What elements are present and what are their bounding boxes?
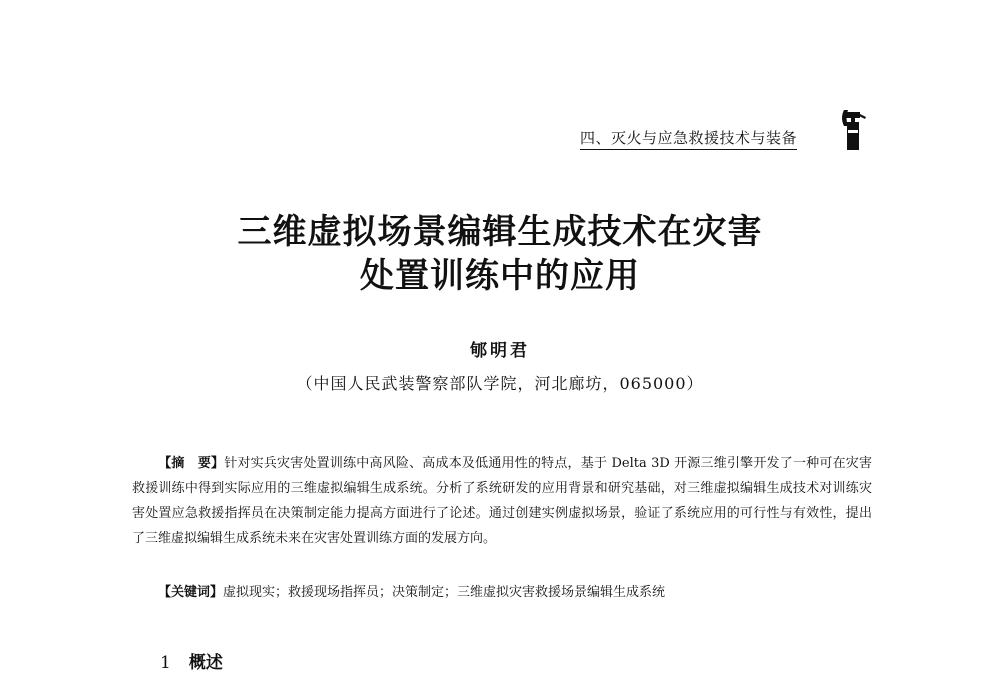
paper-title-line-1: 三维虚拟场景编辑生成技术在灾害 — [237, 212, 763, 252]
abstract — [132, 451, 872, 551]
keywords-text: 虚拟现实；救援现场指挥员；决策制定；三维虚拟灾害救援场景编辑生成系统 — [223, 585, 666, 600]
author-affiliation: （中国人民武装警察部队学院，河北廊坊，065000） — [296, 374, 704, 393]
paper-title-line-2: 处置训练中的应用 — [360, 256, 640, 296]
abstract-text: 针对实兵灾害处置训练中高风险、高成本及低通用性的特点，基于 Delta 3D 开源三维引擎开发了一种可在灾害救援训练中得到实际应用的三维虚拟编辑生成系统。分析了系统研发的应用背景和研究基础，对三维虚拟编辑生成技术对训练灾害处置应急救援指挥员在决策制定能力提高方面进行了论述。通过创建实例虚拟场景，验证了系统应用的可行性与有效性，提出了三维虚拟编辑生成系统未来在灾害处置训练方面的发展方向。 — [132, 456, 872, 546]
keywords-label: 【关键词】 — [158, 585, 224, 600]
section-number: 1 — [160, 653, 171, 673]
fire-extinguisher-icon — [838, 108, 868, 152]
section-heading — [160, 648, 223, 673]
section-title: 概述 — [188, 653, 223, 673]
author-name: 郇明君 — [470, 341, 530, 361]
abstract-label: 【摘 要】 — [158, 456, 225, 471]
running-head: 四、灭火与应急救援技术与装备 — [580, 127, 797, 150]
keywords — [158, 580, 872, 605]
